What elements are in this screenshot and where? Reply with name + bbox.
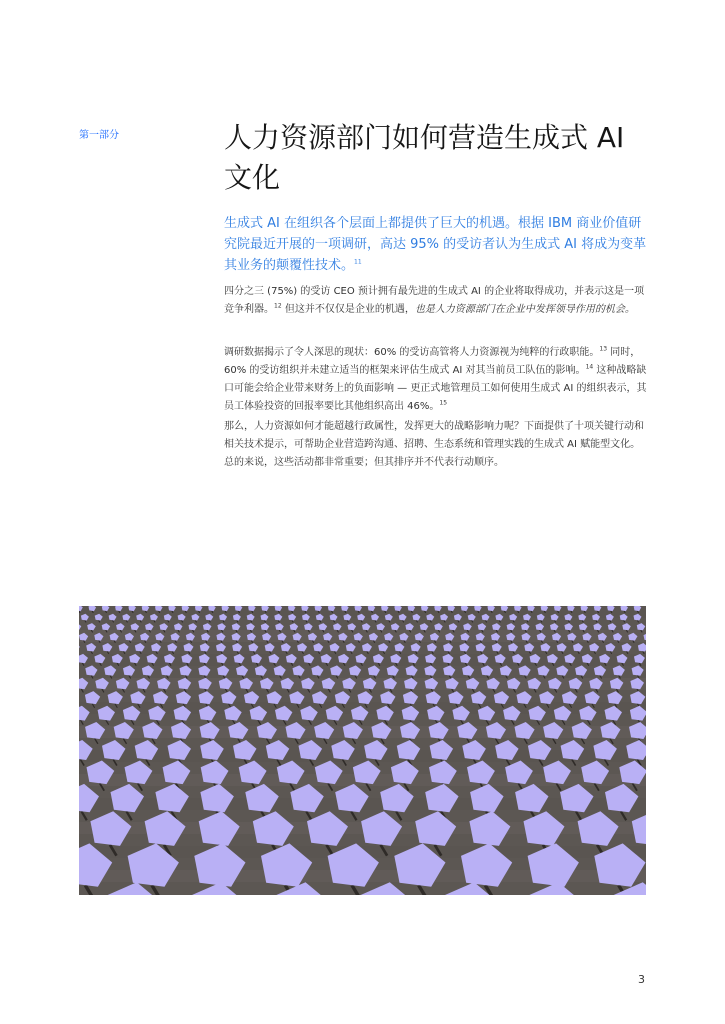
ground-texture xyxy=(79,750,646,762)
intro-paragraph xyxy=(224,213,649,276)
page-number: 3 xyxy=(638,973,645,986)
p2-text-b: 同时，60% 的受访组织并未建立适当的框架来评估生成式 AI 对其当前员工队伍的影响。 xyxy=(224,347,641,376)
p2-text-a: 调研数据揭示了令人深思的现状：60% 的受访高管将人力资源视为纯粹的行政职能。 xyxy=(224,347,600,358)
section-label: 第一部分 xyxy=(79,130,119,141)
p1-footnote-ref: 12 xyxy=(274,302,282,310)
p1-text-b: 但这并不仅仅是企业的机遇， xyxy=(281,304,415,315)
body-paragraph-3: 那么，人力资源如何才能超越行政属性，发挥更大的战略影响力呢？下面提供了十项关键行动和相关技术提示，可帮助企业营造跨沟通、招聘、生态系统和管理实践的生成式 AI 赋能型文化。总的来说，这些活动都非常重要；但其排序并不代表行动顺序。 xyxy=(224,421,644,468)
p2-footnote-ref-3: 15 xyxy=(439,399,448,407)
intro-footnote-ref: 11 xyxy=(354,258,362,266)
p1-italic-text: 也是人力资源部门在企业中发挥领导作用的机会。 xyxy=(414,304,635,315)
p2-text-c: 这种战略缺口可能会给企业带来财务上的负面影响 — 更正式地管理员工如何使用生成式 AI 的组织表示，其员工体验投资的回报率要比其他组织高出 46%。 xyxy=(224,365,647,412)
solar-field-photo xyxy=(79,606,646,895)
p2-footnote-ref-2: 14 xyxy=(585,363,594,371)
intro-text: 生成式 AI 在组织各个层面上都提供了巨大的机遇。根据 IBM 商业价值研究院最近开展的一项调研，高达 95% 的受访者认为生成式 AI 将成为变革其业务的颠覆性技术。 xyxy=(224,216,647,273)
p2-footnote-ref-1: 13 xyxy=(599,345,608,353)
body-paragraph-1 xyxy=(224,283,649,319)
body-paragraph-2 xyxy=(224,344,649,416)
p1-text-a: 四分之三 (75%) 的受访 CEO 预计拥有最先进的生成式 AI 的企业将取得成功，并表示这是一项竞争利器。 xyxy=(224,286,645,315)
page-title: 人力资源部门如何营造生成式 AI 文化 xyxy=(224,121,625,194)
